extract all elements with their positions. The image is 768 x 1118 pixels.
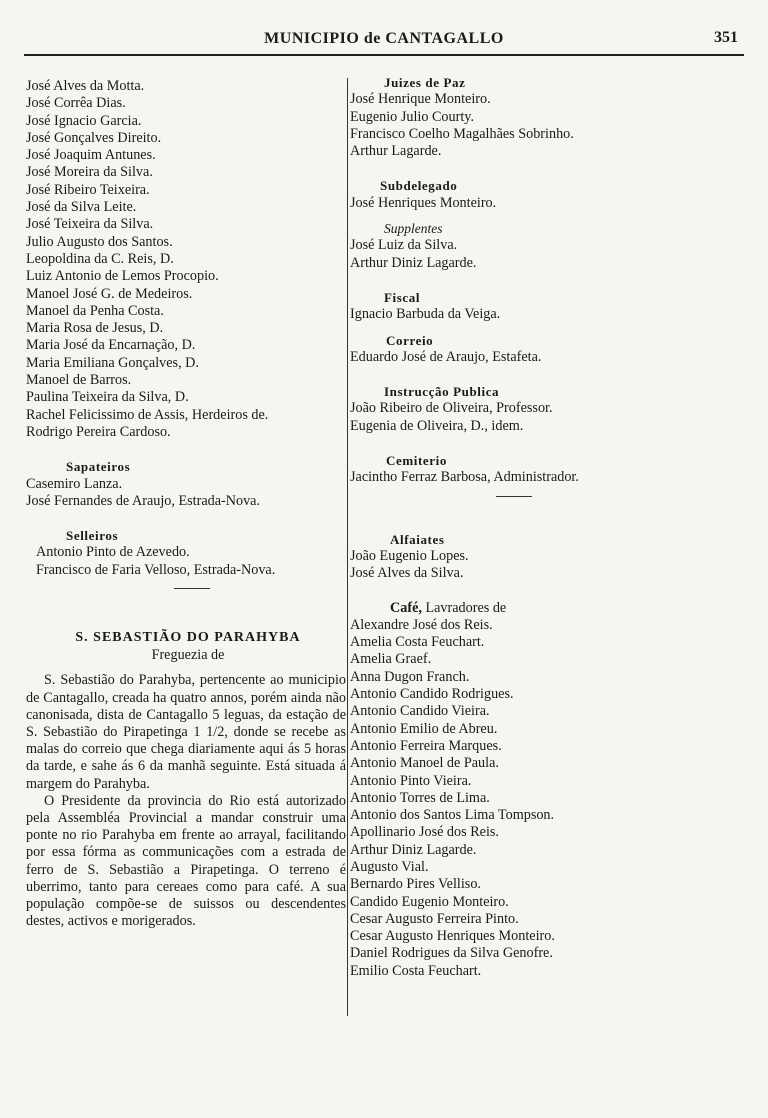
list-item: Francisco de Faria Velloso, Estrada-Nova. [36,561,276,578]
list-item: Antonio Candido Vieira. [350,703,490,720]
list-item: Rachel Felicissimo de Assis, Herdeiros de. [26,406,269,423]
list-item: Julio Augusto dos Santos. [26,233,173,250]
cafe-heading-rest: Lavradores de [425,599,507,616]
list-item: Cesar Augusto Henriques Monteiro. [350,928,555,945]
description-text [26,672,346,930]
list-item: José Corrêa Dias. [26,95,126,112]
section-heading-instrucao: Instrucção Publica [384,384,500,400]
list-item: Antonio Ferreira Marques. [350,737,502,754]
left-column [26,78,350,930]
section-title-sebastiao: S. SEBASTIÃO DO PARAHYBA [75,630,301,646]
page-title: MUNICIPIO de CANTAGALLO [264,30,504,47]
list-item: Maria Emiliana Gonçalves, D. [26,354,199,371]
list-item: José Fernandes de Araujo, Estrada-Nova. [26,492,261,509]
list-item: Arthur Diniz Lagarde. [350,841,477,858]
section-heading-juizes: Juizes de Paz [384,75,466,90]
list-item: Eugenio Julio Courty. [350,108,475,125]
list-item: José da Silva Leite. [26,199,137,216]
list-item: Leopoldina da C. Reis, D. [26,250,174,267]
section-heading-selleiros: Selleiros [66,528,119,544]
list-item: Daniel Rodrigues da Silva Genofre. [350,945,553,962]
list-item: Anna Dugon Franch. [350,668,470,685]
list-item: Paulina Teixeira da Silva, D. [26,389,189,406]
page-header [24,26,744,56]
list-item: Manoel da Penha Costa. [26,302,164,319]
list-item: Antonio Pinto Vieira. [350,772,472,789]
list-item: Apollinario José dos Reis. [350,824,499,841]
list-item: Eugenia de Oliveira, D., idem. [350,417,524,434]
section-heading-sapateiros: Sapateiros [66,459,131,475]
paragraph: O Presidente da provincia do Rio está autorizado pela Assembléa Provincial a mandar construir uma ponte no rio Parahyba em frente ao arrayal, facilitando por essa fórma as communicações com a estrada de ferro de S. Sebastião a Pirapetinga. O terreno é uberrimo, tanto para cereaes como para café. A sua população compõe-se de suissos ou descendentes destes, activos e morigerados. [26,792,346,930]
cafe-heading-bold: Café, [390,599,422,616]
section-heading-fiscal: Fiscal [384,289,421,305]
section-subtitle: Freguezia de [151,647,225,664]
list-item: Alexandre José dos Reis. [350,616,493,633]
list-item: José Joaquim Antunes. [26,147,156,164]
right-column [350,74,680,980]
list-item: Jacintho Ferraz Barbosa, Administrador. [350,469,579,486]
page-number: 351 [714,29,738,46]
section-heading-alfaiates: Alfaiates [390,531,445,547]
list-item: Amelia Graef. [350,651,432,668]
list-item: Arthur Lagarde. [350,143,442,160]
list-item: Antonio Candido Rodrigues. [350,686,514,703]
list-item: Maria Rosa de Jesus, D. [26,320,164,337]
list-item: José Alves da Silva. [350,565,464,582]
list-item: José Henriques Monteiro. [350,194,497,211]
list-item: Ignacio Barbuda da Veiga. [350,306,501,323]
list-item: Manoel de Barros. [26,372,132,389]
list-item: Antonio Emilio de Abreu. [350,720,498,737]
header-rule [24,54,744,56]
section-heading-supplentes: Supplentes [384,221,443,237]
list-item: Augusto Vial. [350,858,429,875]
list-item: José Alves da Motta. [26,78,145,94]
section-heading-cafe [390,600,680,617]
list-item: José Moreira da Silva. [26,164,153,181]
list-item: Francisco Coelho Magalhães Sobrinho. [350,125,574,142]
section-heading-subdelegado: Subdelegado [380,178,458,194]
names-list [26,78,350,441]
list-item: Maria José da Encarnação, D. [26,337,196,354]
list-item: José Gonçalves Direito. [26,129,162,146]
paragraph: S. Sebastião do Parahyba, pertencente ao municipio de Cantagallo, creada ha quatro annos, porém ainda não canonisada, dista de Cantagallo 5 leguas, da estação de S. Sebastião do Pirapetinga 1 1/2, donde se recebe as malas do correio que chega diariamente aqui ás 5 horas da tarde, e sahe ás 6 da manhã seguinte. Está situada á margem do Parahyba. [26,672,346,792]
list-item: Antonio Pinto de Azevedo. [36,544,190,561]
list-item: Luiz Antonio de Lemos Procopio. [26,268,219,285]
list-item: José Henrique Monteiro. [350,91,491,108]
list-item: José Ignacio Garcia. [26,112,142,129]
list-item: José Luiz da Silva. [350,237,458,254]
list-item: Amelia Costa Feuchart. [350,634,485,651]
list-item: Antonio Manoel de Paula. [350,755,499,772]
list-item: Arthur Diniz Lagarde. [350,254,477,271]
list-item: Eduardo José de Araujo, Estafeta. [350,348,542,365]
section-heading-correio: Correio [386,332,434,348]
list-item: Candido Eugenio Monteiro. [350,893,509,910]
list-item: Emilio Costa Feuchart. [350,962,482,979]
list-item: João Ribeiro de Oliveira, Professor. [350,400,553,417]
list-item: João Eugenio Lopes. [350,547,469,564]
list-item: José Ribeiro Teixeira. [26,181,150,198]
list-item: Cesar Augusto Ferreira Pinto. [350,910,519,927]
list-item: Bernardo Pires Velliso. [350,876,481,893]
list-item: Casemiro Lanza. [26,475,123,492]
list-item: Rodrigo Pereira Cardoso. [26,423,171,440]
list-item: José Teixeira da Silva. [26,216,154,233]
list-item: Antonio Torres de Lima. [350,789,490,806]
list-item: Manoel José G. de Medeiros. [26,285,193,302]
list-item: Antonio dos Santos Lima Tompson. [350,807,555,824]
section-heading-cemiterio: Cemiterio [386,453,447,469]
